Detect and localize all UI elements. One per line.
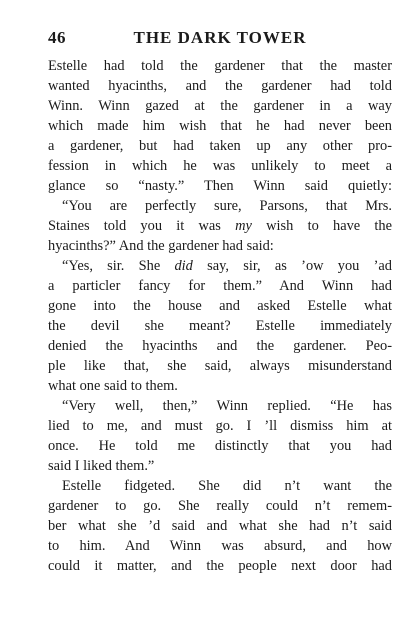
book-title: THE DARK TOWER [133,28,307,47]
running-head [48,28,392,52]
text-line: Estelle fidgeted. She did n’t want the [62,478,392,494]
text-line: could it matter, and the people next door had [48,558,392,574]
text-line: Staines told you it was my wish to have the [48,218,392,234]
page-number: 46 [48,28,66,47]
text-line: said I liked them.” [48,458,155,474]
text-line: to him. And Winn was absurd, and how [48,538,392,554]
text-line: a gardener, but had taken up any other pro- [48,138,392,154]
text-line: fession in which he was unlikely to meet a [48,158,392,174]
text-line: Estelle had told the gardener that the master [48,58,392,74]
text-line: gone into the house and asked Estelle what [48,298,392,314]
text-line: “You are perfectly sure, Parsons, that Mrs. [62,198,392,214]
emphasized-word: did [174,258,193,274]
text-line: Winn. Winn gazed at the gardener in a way [48,98,392,114]
book-page [48,28,392,576]
text-line: gardener to go. She really could n’t remem- [48,498,392,514]
body-text [48,56,392,576]
text-line: lied to me, and must go. I ’ll dismiss him at [48,418,392,434]
emphasized-word: my [235,218,252,234]
text-line: denied the hyacinths and the gardener. Peo- [48,338,392,354]
text-line: “Yes, sir. She did say, sir, as ’ow you ’ad [62,258,393,274]
text-line: which made him wish that he had never been [48,118,392,134]
text-line: wanted hyacinths, and the gardener had told [48,78,392,94]
text-line: a particler fancy for them.” And Winn had [48,278,392,294]
text-line: ber what she ’d said and what she had n’t said [48,518,392,534]
text-line: glance so “nasty.” Then Winn said quietly: [48,178,392,194]
text-line: once. He told me distinctly that you had [48,438,392,454]
text-line: the devil she meant? Estelle immediately [48,318,392,334]
text-line: hyacinths?” And the gardener had said: [48,238,274,254]
text-line: “Very well, then,” Winn replied. “He has [62,398,392,414]
text-line: ple like that, she said, always misunderstand [48,358,392,374]
text-line: what one said to them. [48,378,178,394]
